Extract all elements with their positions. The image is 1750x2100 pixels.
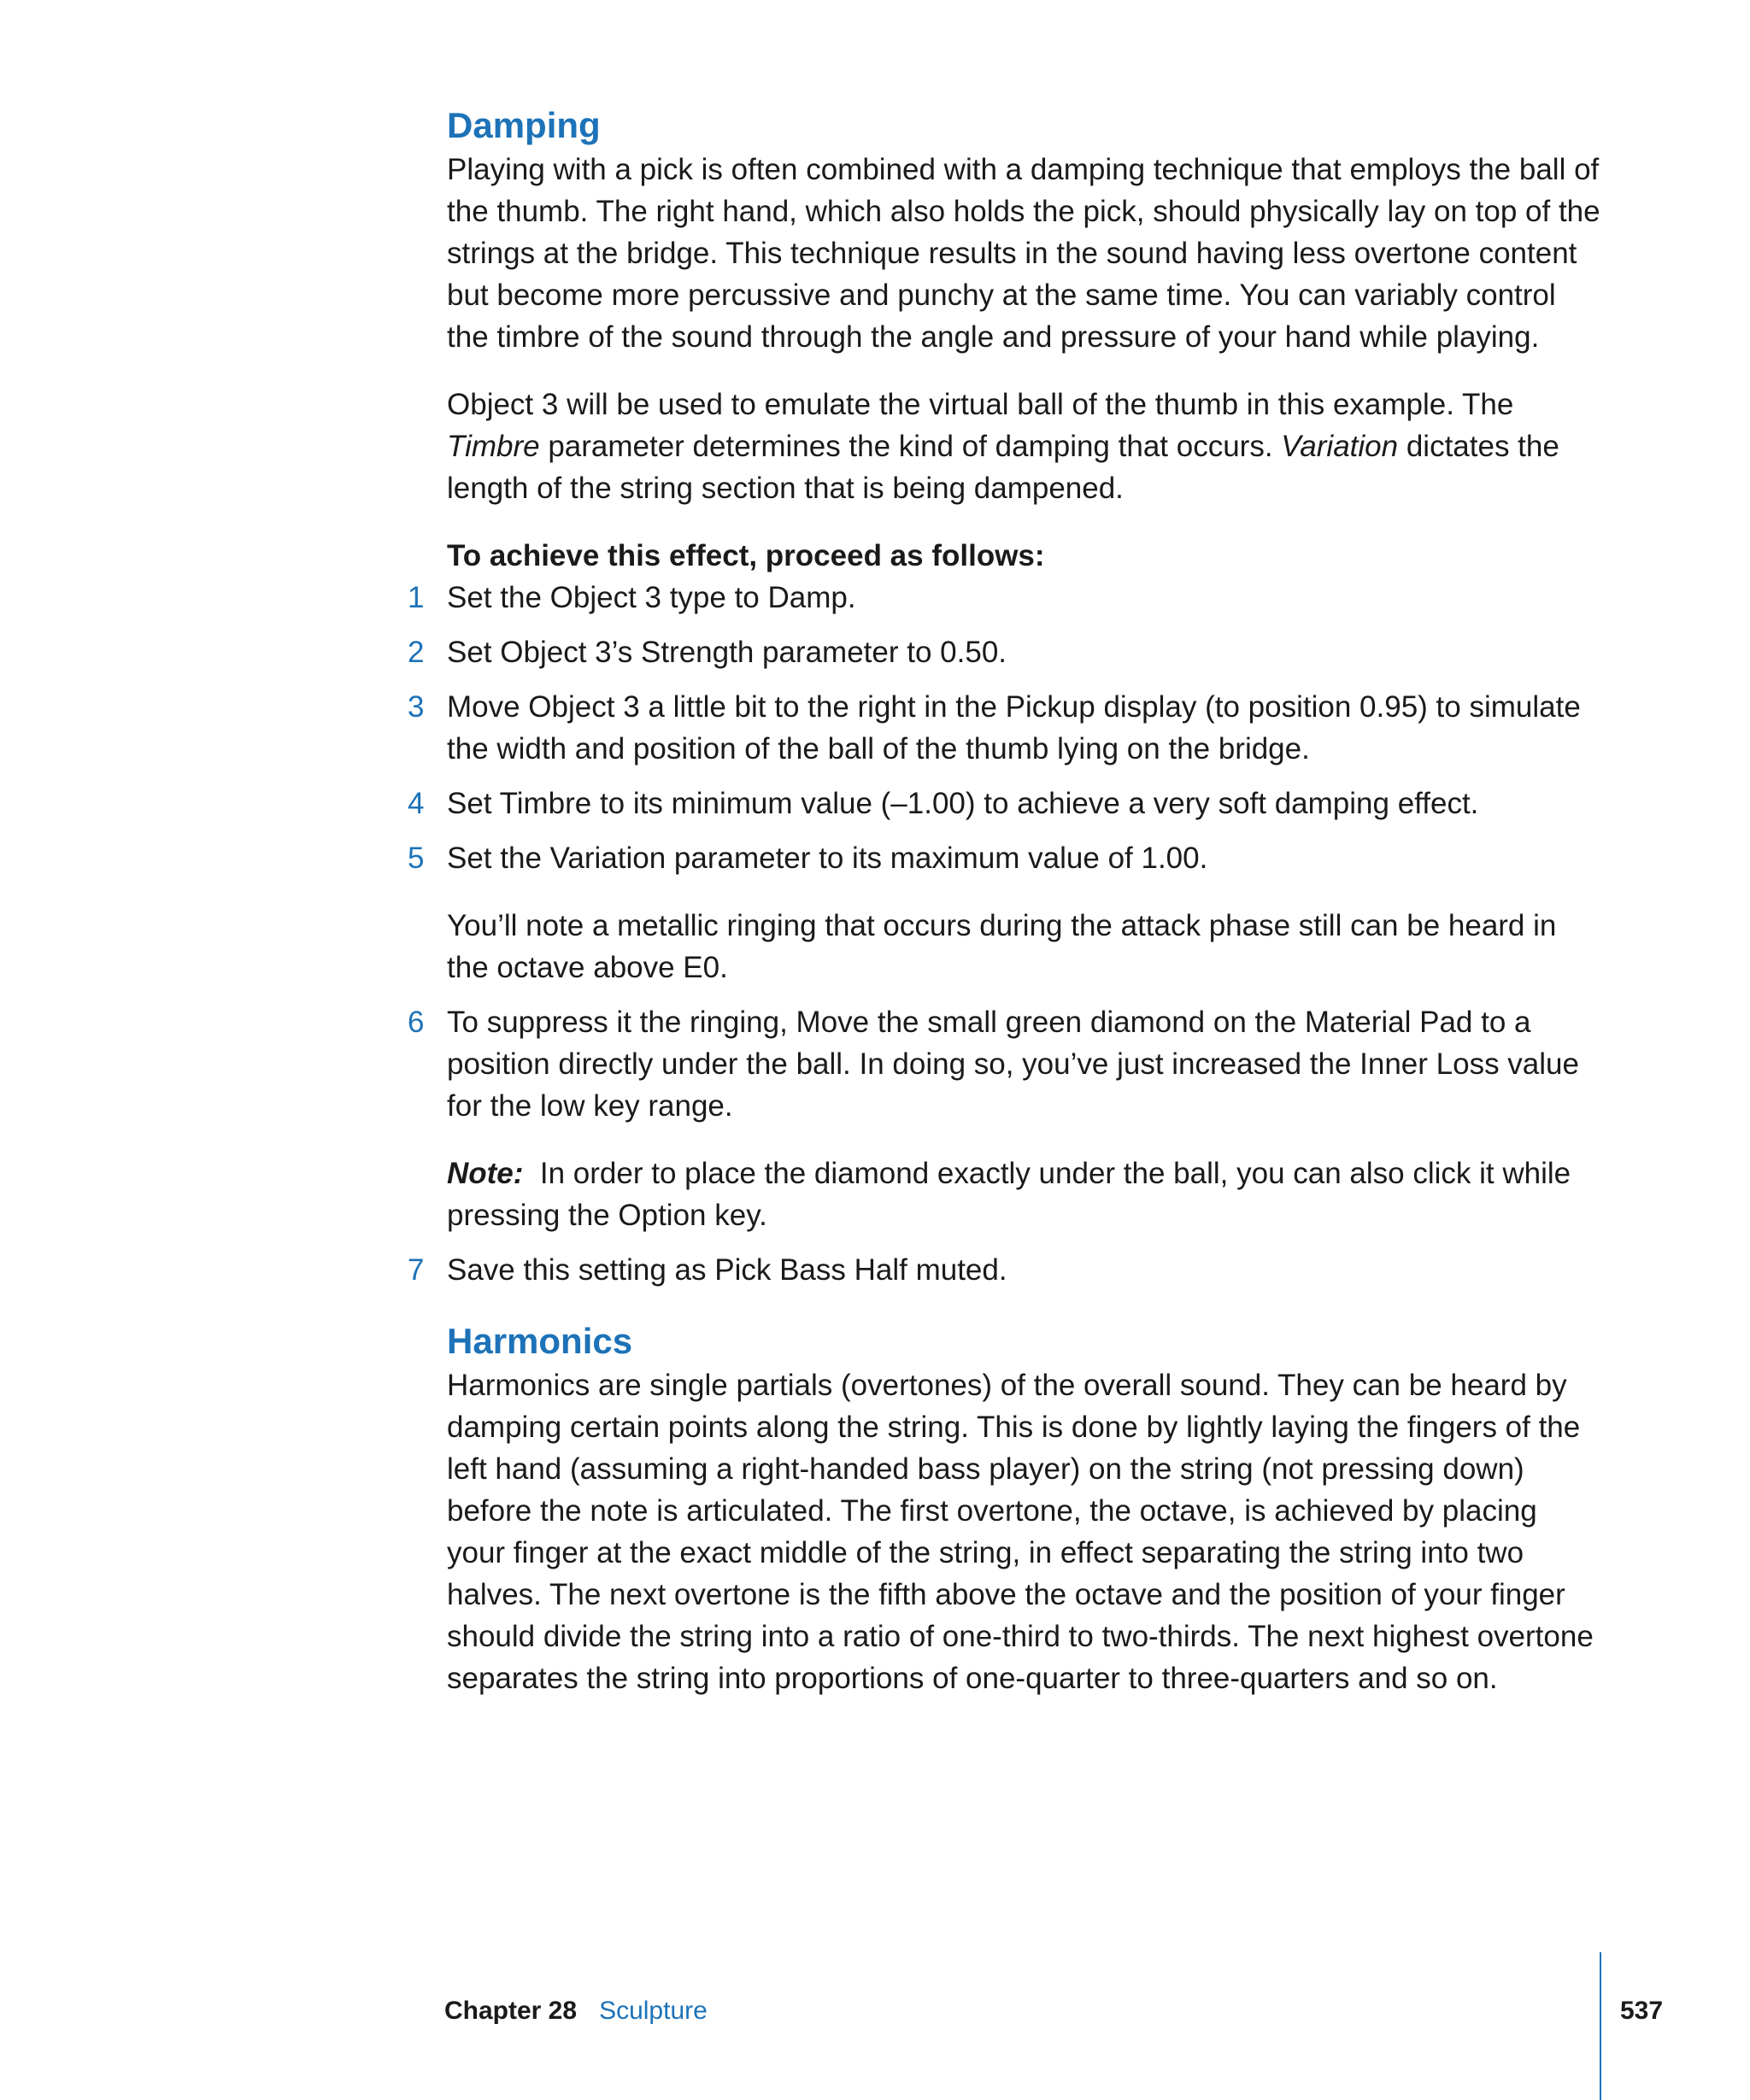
step-item	[408, 1001, 1600, 1127]
step-item	[408, 783, 1600, 824]
step-text: Move Object 3 a little bit to the right in the Pickup display (to position 0.95) to simulate the width and position of the ball of the thumb lying on the bridge.	[447, 690, 1581, 766]
footer-divider	[1600, 1952, 1601, 2100]
damping-paragraph-3: You’ll note a metallic ringing that occurs during the attack phase still can be heard in the octave above E0.	[447, 909, 1557, 984]
note-paragraph	[447, 1153, 1600, 1236]
step-text: Set the Object 3 type to Damp.	[447, 581, 856, 614]
harmonics-section	[447, 1320, 1600, 1699]
step-item	[408, 686, 1600, 770]
step-text: Set Timbre to its minimum value (–1.00) to achieve a very soft damping effect.	[447, 787, 1479, 820]
step-item	[408, 837, 1600, 879]
note-text: In order to place the diamond exactly under the ball, you can also click it while pressing the Option key.	[447, 1157, 1579, 1232]
step-text: Set the Variation parameter to its maximum value of 1.00.	[447, 842, 1208, 875]
step-number: 4	[408, 787, 425, 820]
procedure-lead-in: To achieve this effect, proceed as follows:	[447, 539, 1045, 572]
step-number: 1	[408, 581, 425, 614]
section-heading-harmonics: Harmonics	[447, 1321, 633, 1361]
step-item	[408, 1249, 1600, 1291]
damping-paragraph-2-text-b: parameter determines the kind of damping that occurs.	[539, 430, 1282, 463]
steps-list-c	[408, 1249, 1600, 1291]
damping-paragraph-2-text-c: dictates the length of the string section that is being dampened.	[447, 430, 1559, 505]
damping-paragraph-2	[447, 384, 1600, 509]
page-number: 537	[1620, 1997, 1664, 2025]
page-footer	[444, 1994, 708, 2028]
variation-emphasis: Variation	[1281, 430, 1399, 463]
step-number: 3	[408, 690, 425, 724]
damping-paragraph-1: Playing with a pick is often combined with a damping technique that employs the ball of the thumb. The right hand, which also holds the pick, should physically lay on top of the strings at the bridge. This technique results in the sound having less overtone content but become more percussive and punchy at the same time. You can variably control the timbre of the sound through the angle and pressure of your hand while playing.	[447, 153, 1600, 354]
page-content	[408, 104, 1600, 1725]
harmonics-paragraph-1: Harmonics are single partials (overtones) of the overall sound. They can be heard by damping certain points along the string. This is done by lightly laying the fingers of the left hand (assuming a right-handed bass player) on the string (not pressing down) before the note is articulated. The first overtone, the octave, is achieved by placing your finger at the exact middle of the string, in effect separating the string into two halves. The next overtone is the fifth above the octave and the position of your finger should divide the string into a ratio of one-third to two-thirds. The next highest overtone separates the string into proportions of one-quarter to three-quarters and so on.	[447, 1369, 1594, 1695]
note-label: Note:	[447, 1157, 524, 1190]
steps-list-b	[408, 1001, 1600, 1127]
step-number: 5	[408, 842, 425, 875]
step-number: 2	[408, 636, 425, 669]
step-item	[408, 631, 1600, 673]
step-text: Save this setting as Pick Bass Half muted.	[447, 1253, 1007, 1287]
footer-chapter-label: Chapter 28	[444, 1997, 578, 2025]
step-text: Set Object 3’s Strength parameter to 0.50.	[447, 636, 1007, 669]
footer-chapter-title: Sculpture	[599, 1997, 708, 2025]
timbre-emphasis: Timbre	[447, 430, 540, 463]
section-heading-damping: Damping	[447, 105, 601, 145]
step-item	[408, 577, 1600, 619]
step-number: 7	[408, 1253, 425, 1287]
step-number: 6	[408, 1006, 425, 1039]
damping-paragraph-2-text-a: Object 3 will be used to emulate the virtual ball of the thumb in this example. The	[447, 388, 1514, 421]
steps-list-a	[408, 577, 1600, 879]
step-text: To suppress it the ringing, Move the small green diamond on the Material Pad to a position directly under the ball. In doing so, you’ve just increased the Inner Loss value for the low key range.	[447, 1006, 1579, 1123]
